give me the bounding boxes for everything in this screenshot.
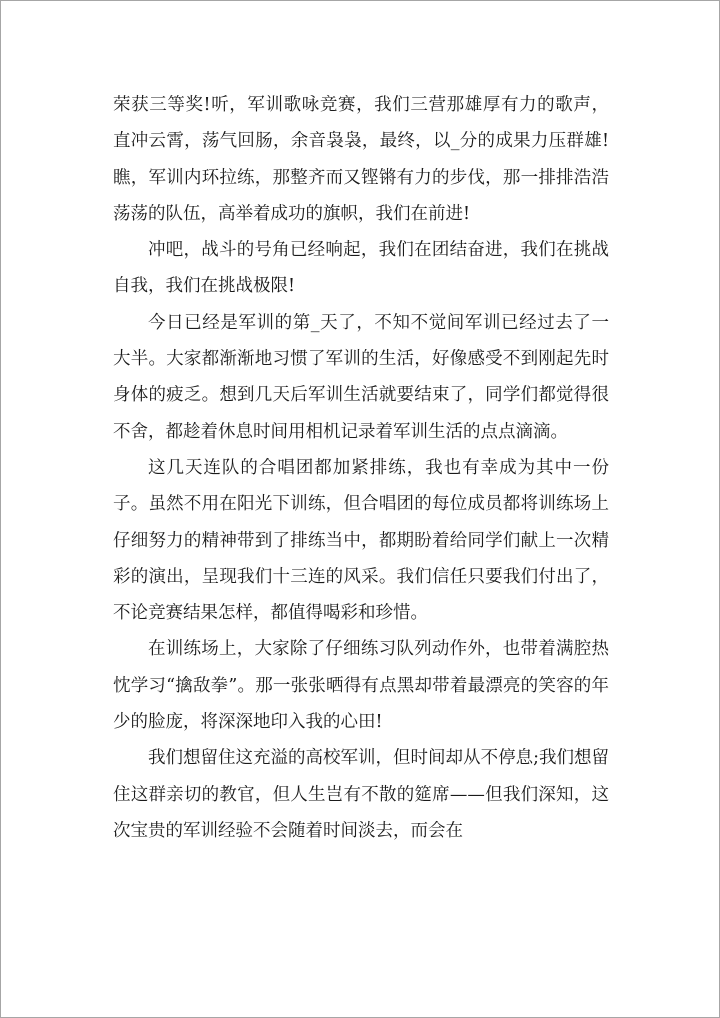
paragraph: 这几天连队的合唱团都加紧排练，我也有幸成为其中一份子。虽然不用在阳光下训练，但合唱团的每位成员都将训练场上仔细努力的精神带到了排练当中，都期盼着给同学们献上一次精彩的演出，呈现我们十三连的风采。我们信任只要我们付出了，不论竞赛结果怎样，都值得喝彩和珍惜。	[113, 457, 609, 624]
paragraph: 我们想留住这充溢的高校军训，但时间却从不停息;我们想留住这群亲切的教官，但人生岂有不散的筵席——但我们深知，这次宝贵的军训经验不会随着时间淡去，而会在	[113, 748, 609, 841]
document-body	[113, 87, 609, 849]
paragraph: 在训练场上，大家除了仔细练习队列动作外，也带着满腔热忱学习“擒敌拳”。那一张张晒得有点黑却带着最漂亮的笑容的年少的脸庞，将深深地印入我的心田!	[113, 639, 609, 733]
paragraph: 冲吧，战斗的号角已经响起，我们在团结奋进，我们在挑战自我，我们在挑战极限!	[113, 240, 609, 297]
paragraph: 今日已经是军训的第_天了，不知不觉间军训已经过去了一大半。大家都渐渐地习惯了军训的生活，好像感受不到刚起先时身体的疲乏。想到几天后军训生活就要结束了，同学们都觉得很不舍，都趁着休息时间用相机记录着军训生活的点点滴滴。	[113, 312, 609, 442]
paragraph-continued: 荣获三等奖!听，军训歌咏竞赛，我们三营那雄厚有力的歌声，直冲云霄，荡气回肠，余音袅袅，最终，以_分的成果力压群雄!瞧，军训内环拉练，那整齐而又铿锵有力的步伐，那一排排浩浩荡荡的队伍，高举着成功的旗帜，我们在前进!	[113, 95, 609, 224]
